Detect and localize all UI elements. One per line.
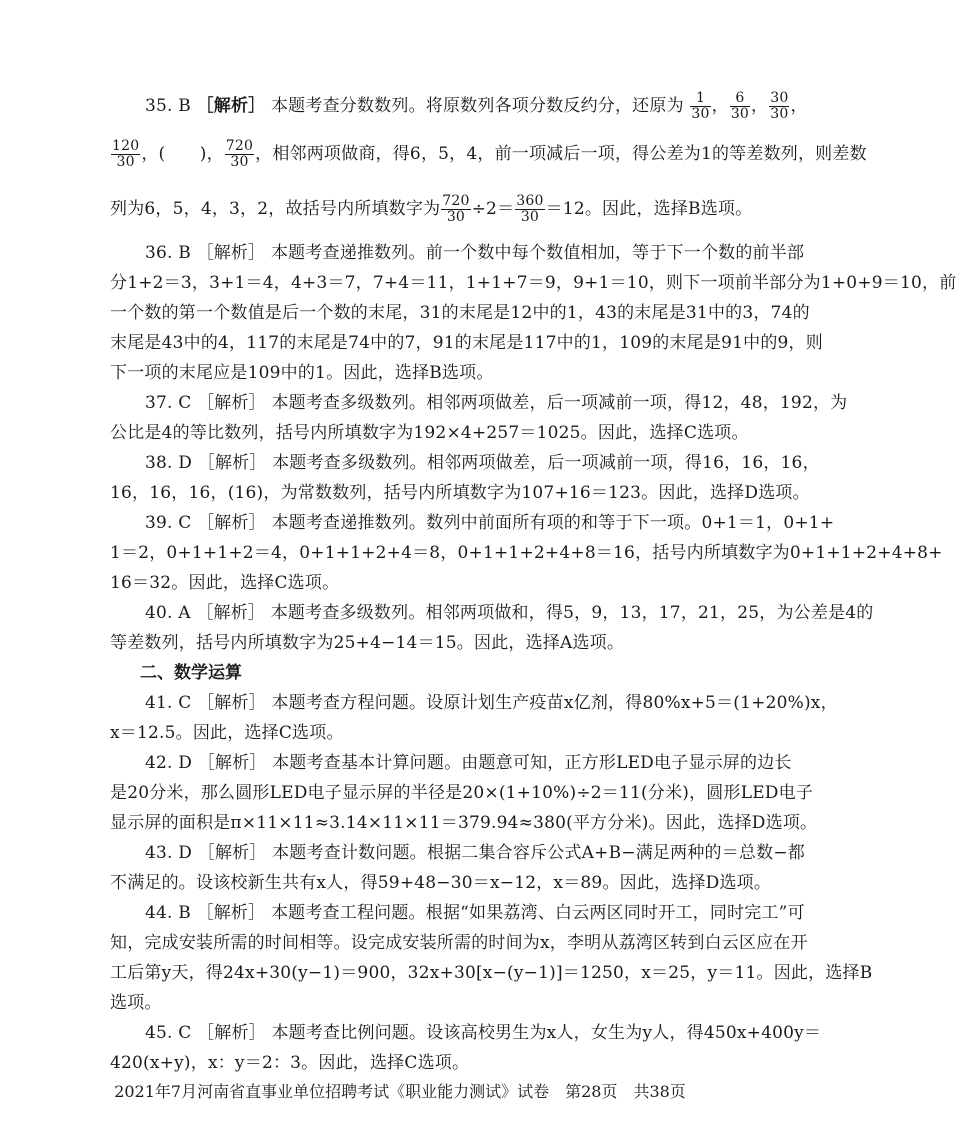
fraction: $\frac{1}{30}$ (691, 90, 710, 122)
q42-line-1: 42. D ［解析］ 本题考查基本计算问题。由题意可知，正方形LED电子显示屏的边长 (145, 753, 792, 773)
q36-line-4: 末尾是43中的4，117的末尾是74中的7，91的末尾是117中的1，109的末尾是91中的9，则 (110, 333, 823, 353)
q42-line-3: 显示屏的面积是π×11×11≈3.14×11×11＝379.94≈380(平方分米)。因此，选择D选项。 (110, 813, 818, 833)
q43-line-2: 不满足的。设该校新生共有x人，得59+48−30＝x−12，x＝89。因此，选择D选项。 (110, 873, 772, 893)
q43-line-1: 43. D ［解析］ 本题考查计数问题。根据二集合容斥公式A+B−满足两种的＝总数−都 (145, 843, 805, 863)
fraction: $\frac{720}{30}$ (225, 138, 254, 170)
q36-line-5: 下一项的末尾应是109中的1。因此，选择B选项。 (110, 363, 494, 383)
q36-line-3: 一个数的第一个数值是后一个数的末尾，31的末尾是12中的1，43的末尾是31中的3，74的 (110, 303, 810, 323)
q35-line-2: $\frac{120}{30}$ ，( )， $\frac{720}{30}$ ，相邻两项做商，得6，5，4，前一项减后一项，得公差为1的等差数列，则差数 (112, 138, 867, 170)
q36-line-1: 36. B ［解析］ 本题考查递推数列。前一个数中每个数值相加，等于下一个数的前半部 (145, 243, 805, 263)
section-heading: 二、数学运算 (140, 663, 242, 683)
q41-line-2: x＝12.5。因此，选择C选项。 (110, 723, 344, 743)
q35-tag: ［解析］ (196, 96, 266, 116)
q38-line-2: 16，16，16，(16)，为常数数列，括号内所填数字为107+16＝123。因此，选择D选项。 (110, 483, 810, 503)
fraction: $\frac{6}{30}$ (730, 90, 750, 122)
q35-line-3: 列为6，5，4，3，2，故括号内所填数字为 $\frac{720}{30}$ ÷2＝ $\frac{360}{30}$ ＝12。因此，选择B选项。 (110, 193, 753, 225)
q35-line-1: 35. B ［解析］ 本题考查分数数列。将原数列各项分数反约分，还原为 $\frac{1}{30}$ ， $\frac{6}{30}$ ， $\frac{30}{30}$ ， (145, 90, 808, 122)
answer-blank: ，( )， (141, 144, 224, 164)
q40-line-1: 40. A ［解析］ 本题考查多级数列。相邻两项做和，得5，9，13，17，21，25，为公差是4的 (145, 603, 874, 623)
q42-line-2: 是20分米，那么圆形LED电子显示屏的半径是20×(1+10%)÷2＝11(分米)，圆形LED电子 (110, 783, 814, 803)
q45-line-1: 45. C ［解析］ 本题考查比例问题。设该高校男生为x人，女生为y人，得450x+400y＝ (145, 1023, 822, 1043)
q41-line-1: 41. C ［解析］ 本题考查方程问题。设原计划生产疫苗x亿剂，得80%x+5＝(1+20%)x， (145, 693, 838, 713)
q44-line-3: 工后第y天，得24x+30(y−1)＝900，32x+30[x−(y−1)]＝1250，x＝25，y＝11。因此，选择B (110, 963, 873, 983)
q35-number: 35. B (145, 96, 191, 116)
q44-line-4: 选项。 (110, 993, 162, 1013)
fraction: $\frac{30}{30}$ (770, 90, 789, 122)
q39-line-3: 16＝32。因此，选择C选项。 (110, 573, 340, 593)
q39-line-2: 1＝2，0+1+1+2＝4，0+1+1+2+4＝8，0+1+1+2+4+8＝16，括号内所填数字为0+1+1+2+4+8+ (110, 543, 943, 563)
page-footer: 2021年7月河南省直事业单位招聘考试《职业能力测试》试卷 第28页 共38页 (114, 1082, 686, 1101)
q44-line-1: 44. B ［解析］ 本题考查工程问题。根据“如果荔湾、白云两区同时开工，同时完工”可 (145, 903, 805, 923)
q38-line-1: 38. D ［解析］ 本题考查多级数列。相邻两项做差，后一项减前一项，得16，16，16， (145, 453, 820, 473)
q39-line-1: 39. C ［解析］ 本题考查递推数列。数列中前面所有项的和等于下一项。0+1＝1，0+1+ (145, 513, 835, 533)
q36-line-2: 分1+2＝3，3+1＝4，4+3＝7，7+4＝11，1+1+7＝9，9+1＝10，则下一项前半部分为1+0+9＝10，前 (110, 273, 956, 293)
q37-line-2: 公比是4的等比数列，括号内所填数字为192×4+257＝1025。因此，选择C选项。 (110, 423, 749, 443)
q35-text: 本题考查分数数列。将原数列各项分数反约分，还原为 (270, 96, 684, 116)
q37-line-1: 37. C ［解析］ 本题考查多级数列。相邻两项做差，后一项减前一项，得12，48，192，为 (145, 393, 848, 413)
q45-line-2: 420(x+y)，x：y＝2：3。因此，选择C选项。 (110, 1053, 470, 1073)
fraction: $\frac{120}{30}$ (112, 138, 140, 170)
q40-line-2: 等差数列，括号内所填数字为25+4−14＝15。因此，选择A选项。 (110, 633, 625, 653)
q44-line-2: 知，完成安装所需的时间相等。设完成安装所需的时间为x，李明从荔湾区转到白云区应在开 (110, 933, 808, 953)
fraction: $\frac{720}{30}$ (442, 193, 470, 225)
fraction: $\frac{360}{30}$ (516, 193, 544, 225)
